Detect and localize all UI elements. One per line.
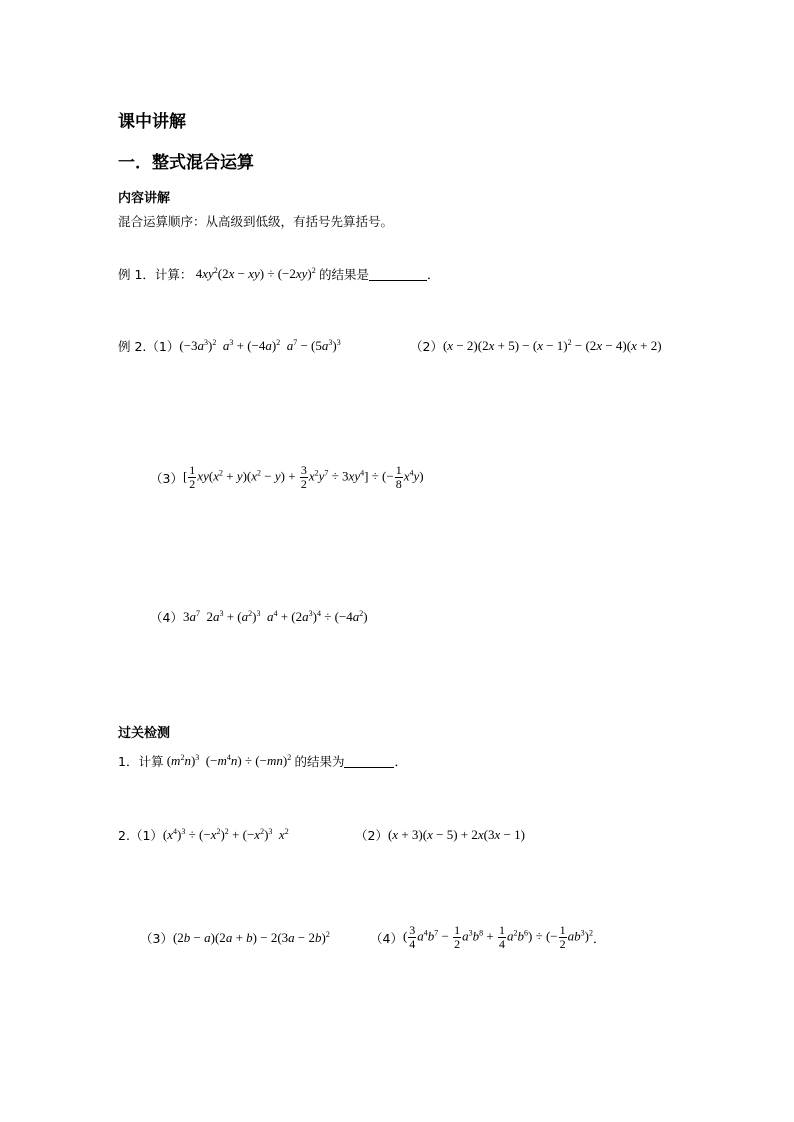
part-number: （2） [410,339,443,354]
example-2-part-4 [150,608,368,626]
rule-text: 混合运算顺序：从高级到低级，有括号先算括号。 [118,214,394,229]
example-1-label: 例 1．计算： [118,267,193,282]
example-2-label: 例 2. [118,339,147,354]
check-2-end: ． [592,930,606,946]
check-2-label: 2. [118,827,130,843]
check-1-end: ． [394,754,407,769]
check-1-label: 1．计算 [118,754,164,769]
part-number: （4） [150,610,183,625]
part-number: （1） [146,339,180,354]
example-2-expression-1: $(-3a^3)^2$ $a^3 + (-4a)^2$ $a^7 - (5a^3)^3$ [179,338,341,353]
example-2-expression-2: $(x - 2)(2x + 5) - (x - 1)^2 - (2x - 4)(x + 2)$ [442,338,662,353]
example-2-part-3 [150,464,424,491]
part-number: （2） [355,828,388,843]
check-question-2-part-2 [355,826,525,844]
example-1 [118,265,440,283]
check-question-2-part-1 [118,826,289,844]
example-2-expression-4: $3a^7$ $2a^3 + (a^2)^3$ $a^4 + (2a^3)^4 \div (-4a^2)$ [182,609,368,624]
lesson-title: 课中讲解 [118,112,186,132]
part-number: （3） [150,470,183,486]
example-2-part-2 [410,337,662,355]
check-question-2-part-4 [370,924,605,951]
answer-blank [369,268,427,281]
check-1-suffix: 的结果为 [294,754,345,769]
check-2-expression-4: ( $\frac{3}{4}$ $a^4b^7$ − $\frac{1}{2}$ $a^3b^8$ + $\frac{1}{4}$ $a^2b^6$) ÷ (− $\frac{1}{2}$ $ab^3)^2$ [402,923,593,951]
check-2-expression-3: $(2b - a)(2a + b) - 2(3a - 2b)^2$ [172,930,330,945]
example-2-part-1 [118,337,341,355]
check-heading: 过关检测 [118,726,171,741]
check-question-2-part-3 [140,929,330,947]
part-number: （1） [129,828,163,843]
example-1-suffix: 的结果是 [319,267,370,282]
content-heading: 内容讲解 [118,191,171,206]
check-1-expression: $(m^2n)^3$ $(-m^4n) \div (-mn)^2$ [163,753,292,768]
check-question-1 [118,752,407,770]
answer-blank [344,755,394,768]
check-2-expression-2: (x + 3)(x − 5) + 2x(3x − 1) [387,827,525,842]
example-1-end: ． [427,267,440,282]
part-number: （3） [140,931,173,946]
section-title: 一．整式混合运算 [118,153,254,173]
part-number: （4） [370,930,403,946]
check-2-expression-1: $(x^4)^3 \div (-x^2)^2 + (-x^2)^3$ $x^2$ [162,827,289,842]
example-2-expression-3: [ $\frac{1}{2}$ $xy(x^2 + y)(x^2 - y)$ + $\frac{3}{2}$ $x^2y^7 \div 3xy^4$] ÷ (− $\frac{1}{8}$ $x^4y$) [182,463,424,491]
example-1-expression: $4xy^2(2x - xy) \div (-2xy)^2$ [192,266,316,281]
